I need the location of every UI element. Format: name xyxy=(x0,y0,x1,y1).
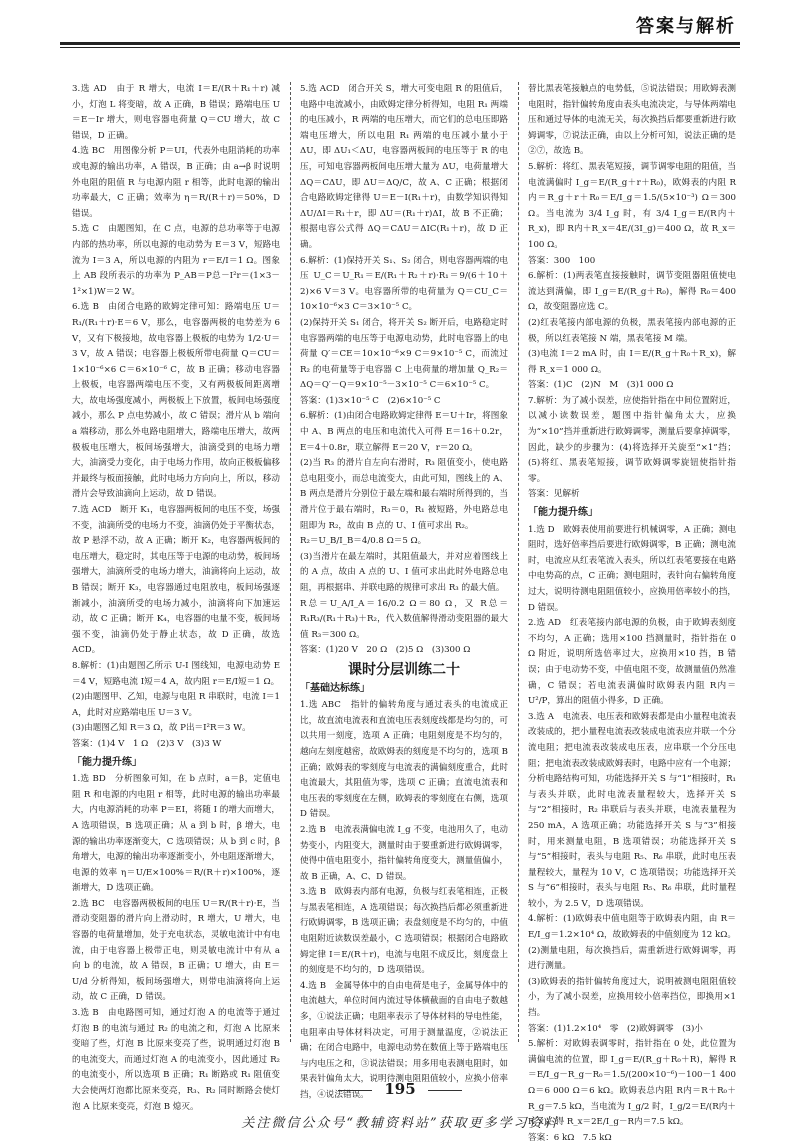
answer-paragraph: 2.选 B 电流表满偏电流 I_g 不变，电池用久了，电动势变小，内阻变大，测量时由于要重新进行欧姆调零，使得中值电阻变小，指针偏转角度变大，测量值偏小，故 B 正确，A、C、D 错误。 xyxy=(300,824,508,882)
answer-paragraph: 答案：(1)1.2×10⁴ 零 (2)欧姆调零 (3)小 xyxy=(528,1023,703,1034)
answer-paragraph: 7.解析：为了减小误差，应使指针指在中间位置附近，以减小读数误差，题图中指针偏角太大，应换为“×10”挡并重新进行欧姆调零，测量后要拿掉调零，因此，缺少的步骤为：(4)将选择开关旋至“×1”挡；(5)将红、黑表笔短接，调节欧姆调零旋钮使指针指零。 xyxy=(528,395,736,484)
answer-paragraph: 3.选 B 由电路图可知，通过灯泡 A 的电流等于通过灯泡 B 的电流与通过 R₂ 的电流之和，灯泡 A 比原来变暗了些，灯泡 B 比原来变亮了些，说明通过灯泡 B 的电流变大，而通过灯泡 A 的电流变小，因此通过 R₂ 的电流变小，所以选项 B 正确；R₁ 断路或 R₁ 阻值变大会使两灯泡都比原来变亮，R₃、R₂ 同时断路会使灯泡 A 比原来变亮，灯泡 B 熄灭。 xyxy=(72,1008,280,1112)
footer-note: 关注微信公众号“教辅资料站”获取更多学习资料 xyxy=(241,1116,559,1131)
page-number-dash xyxy=(338,1090,372,1091)
answer-paragraph: (2)当 R₃ 的滑片自左向右滑时，R₃ 阻值变小，使电路总电阻变小，而总电流变大，由此可知，图线上的 A、B 两点是滑片分别位于最左端和最右端时所得到的，当滑片位于最右端时，R₃＝0，R₁ 被短路，外电路总电阻即为 R₂，故由 B 点的 U、I 值可求出 R₂。 xyxy=(300,458,508,531)
header-rule xyxy=(60,42,740,45)
answer-paragraph: 答案：(1)4 V 1 Ω (2)3 V (3)3 W xyxy=(72,738,222,749)
page-number-value: 195 xyxy=(384,1080,416,1098)
answer-paragraph: 5.选 ACD 闭合开关 S，增大可变电阻 R 的阻值后，电路中电流减小，由欧姆定律分析得知，电阻 R₁ 两端的电压减小，R 两端的电压增大，而它们的总电压即路端电压增大，所以电阻 R₁ 两端的电压减小量小于 ΔU，即 ΔU₁＜ΔU，电容器两板间的电压等于 R 的电压，可知电容器两板间电压增大量为 ΔU，电荷量增大 ΔQ＝CΔU，即 ΔU＝ΔQ/C，故 A、C 正确；根据闭合电路欧姆定律得 U＝E－I(R₁＋r)，由数学知识得知 ΔU/ΔI＝R₁＋r，即 ΔU＝(R₁＋r)ΔI，故 B 不正确；根据电容公式得 ΔQ＝CΔU＝ΔIC(R₁＋r)，故 D 正确。 xyxy=(300,84,508,250)
answer-paragraph: R总＝U_A/I_A＝16/0.2 Ω＝80 Ω，又 R总＝R₁R₃/(R₁＋R₃)＋R₂，代入数值解得滑动变阻器的最大值 R₃＝300 Ω。 xyxy=(300,598,508,640)
answer-paragraph: (3)由题图乙知 R＝3 Ω，故 P出＝I²R＝3 W。 xyxy=(72,723,251,734)
answer-paragraph: 2.选 BC 电容器两极板间的电压 U＝R/(R＋r)·E，当滑动变阻器的滑片向上滑动时，R 增大，U 增大，电容器的电荷量增加，处于充电状态，灵敏电流计中有电流，由于电容器上极带正电，则灵敏电流计中有从 a 向 b 的电流，故 A 错误，B 正确；U 增大，由 E＝U/d 分析得知，板间场强增大，则带电油滴将向上运动，故 C 正确，D 错误。 xyxy=(72,898,280,1003)
answer-paragraph: (2)保持开关 S₁ 闭合，将开关 S₂ 断开后，电路稳定时电容器两端的电压等于电源电动势，此时电容器上的电荷量 Q′＝CE＝10×10⁻⁶×9 C＝9×10⁻⁵ C，而流过 R₂ 的电荷量等于电容器 C 上电荷量的增加量 Q_R₂＝ΔQ＝Q′－Q＝9×10⁻⁵－3×10⁻⁵ C＝6×10⁻⁵ C。 xyxy=(300,317,508,391)
answer-paragraph: 5.解析：将红、黑表笔短接，调节调零电阻的阻值，当电流满偏时 I_g＝E/(R_g＋r＋R₀)，欧姆表的内阻 R内＝R_g＋r＋R₀＝E/I_g＝1.5/(5×10⁻³) Ω＝300 Ω。当电流为 3/4 I_g 时，有 3/4 I_g＝E/(R内＋R_x)，即 R内＋R_x＝4E/(3I_g)＝400 Ω，故 R_x＝100 Ω。 xyxy=(528,161,736,250)
answer-paragraph: 答案：(1)C (2)N M (3)1 000 Ω xyxy=(528,380,674,391)
answer-paragraph: (2)红表笔接内部电源的负极，黑表笔接内部电源的正极，所以红表笔接 N 端，黑表笔接 M 端。 xyxy=(528,317,736,344)
page-number-dash xyxy=(428,1090,462,1091)
column-left xyxy=(72,82,280,1112)
answer-paragraph: 答案：见解析 xyxy=(528,489,580,500)
answer-paragraph: 答案：300 100 xyxy=(528,255,596,266)
answer-paragraph: (3)电流 I＝2 mA 时，由 I＝E/(R_g＋R₀＋R_x)，解得 R_x＝1 000 Ω。 xyxy=(528,349,736,375)
header-rule-thin xyxy=(60,47,740,48)
header-title: 答案与解析 xyxy=(636,16,736,37)
section-heading: 「基础达标练」 xyxy=(300,682,370,694)
lesson-title: 课时分层训练二十 xyxy=(348,661,460,678)
page-number xyxy=(0,1080,800,1098)
page-header xyxy=(0,0,800,58)
answer-paragraph: 4.选 BC 用图像分析 P＝UI，代表外电阻消耗的功率或电源的输出功率，A 错误，B 正确；由 a→β 时说明外电阻的阻值 R 与电源内阻 r 相等，此时电源的输出功率最大，C 正确；效率为 η＝R/(R＋r)＝50%，D 错误。 xyxy=(72,146,280,219)
answer-paragraph: 1.选 D 欧姆表使用前要进行机械调零，A 正确；测电阻时，选好倍率挡后要进行欧姆调零，B 正确；测电流时，电流应从红表笔流入表头，所以红表笔要接在电路中电势高的点，C 正确；测电阻时，表针向右偏转角度过大，说明待测电阻阻值较小，应换用倍率较小的挡，D 错误。 xyxy=(528,524,736,613)
answer-paragraph: 4.解析：(1)欧姆表中值电阻等于欧姆表内阻，由 R＝E/I_g＝1.2×10⁴ Ω，故欧姆表的中值刻度为 12 kΩ。 xyxy=(528,914,736,941)
section-heading: 「能力提升练」 xyxy=(528,507,598,519)
answer-paragraph: 8.解析：(1)由题图乙所示 U-I 图线知，电源电动势 E＝4 V，短路电流 I短＝4 A，故内阻 r＝E/I短＝1 Ω。 xyxy=(72,660,280,687)
column-right xyxy=(528,82,736,1143)
answer-paragraph: R₂＝U_B/I_B＝4/0.8 Ω＝5 Ω。 xyxy=(300,536,427,547)
answer-paragraph: (3)欧姆表的指针偏转角度过大，说明被测电阻阻值较小，为了减小误差，应换用较小倍率挡位，即换用×1 挡。 xyxy=(528,976,736,1019)
answer-paragraph: 答案：(1)3×10⁻⁵ C (2)6×10⁻⁵ C xyxy=(300,395,441,406)
column-divider xyxy=(518,82,519,1042)
answer-paragraph: 3.选 AD 由于 R 增大，电流 I＝E/(R＋R₁＋r) 减小，灯泡 L 将变暗，故 A 正确，B 错误；路端电压 U＝E－Ir 增大，则电容器电荷量 Q＝CU 增大，故 C 错误，D 正确。 xyxy=(72,84,280,141)
answer-paragraph: 2.选 AD 红表笔接内部电源的负极，由于欧姆表刻度不均匀，A 正确；选用×100 挡测量时，指针指在 0 Ω 附近，说明所选倍率过大，应换用×10 挡，B 错误；由于电动势不变，中值电阻不变，故测量值仍然准确，C 错误；若电流表满偏时欧姆表内阻 R内＝U²/P，算出的阻值小得多，D 正确。 xyxy=(528,618,736,707)
answer-paragraph: 6.解析：(1)两表笔直接接触时，调节变阻器阻值使电流达到满偏，即 I_g＝E/(R_g＋R₀)，解得 R₀＝400 Ω，故变阻器应选 C。 xyxy=(528,271,736,313)
answer-paragraph: 答案：6 kΩ 7.5 kΩ xyxy=(528,1132,612,1143)
answer-paragraph: 替比黑表笔接触点的电势低，⑤说法错误；用欧姆表测电阻时，指针偏转角度由表头电流决定，与导体两端电压和通过导体的电流无关，每次换挡后都要重新进行欧姆调零，⑦说法正确，由以上分析可知，说法正确的是②⑦，故选 B。 xyxy=(528,84,736,157)
answer-paragraph: 7.选 ACD 断开 K₁，电容器两板间的电压不变，场强不变，油滴所受的电场力不变，油滴仍处于平衡状态，故 P 悬浮不动，故 A 正确；断开 K₂，电容器两板间的电压增大，稳定时，其电压等于电源的电动势，板间场强增大，油滴所受的电场力增大，油滴将向上运动，故 B 错误；断开 K₃，电容器通过电阻放电，板间场强逐渐减小，油滴所受的电场力减小，油滴将向下加速运动，故 C 正确；断开 K₄，电容器的电量不变，板间场强不变，油滴仍处于静止状态，故 D 正确，故选 ACD。 xyxy=(72,505,280,656)
answer-paragraph: 5.选 C 由题图知，在 C 点，电源的总功率等于电源内部的热功率，所以电源的电动势为 E＝3 V，短路电流为 I＝3 A，所以电源的内阻为 r＝E/I＝1 Ω。图象上 AB 段所表示的功率为 P_AB＝P总－I²r＝(1×3－1²×1)W＝2 W。 xyxy=(72,224,280,297)
answer-paragraph: (3)当滑片在最左端时，其阻值最大，并对应着图线上的 A 点，故由 A 点的 U、I 值可求出此时外电路总电阻，再根据串、并联电路的规律可求出 R₃ 的最大值。 xyxy=(300,551,508,593)
answer-paragraph: 1.选 ABC 指针的偏转角度与通过表头的电流成正比，故直流电流表和直流电压表刻度线都是均匀的，可以共用一刻度，选项 A 正确；电阻刻度是不均匀的，越向左刻度越密，故欧姆表的刻度是不均匀的，选项 B 正确；欧姆表的零刻度与电流表的满偏刻度重合，此时电流最大，其阻值为零，选项 C 正确；直流电流表和电压表的零刻度在左侧，欧姆表的零刻度在右侧，选项 D 错误。 xyxy=(300,700,508,820)
answer-paragraph: 3.选 B 欧姆表内部有电源，负极与红表笔相连，正极与黑表笔相连，A 选项错误；每次换挡后都必须重新进行欧姆调零，B 选项正确；表盘刻度是不均匀的，中值电阻附近读数误差最小，C 选项错误；根据闭合电路欧姆定律 I＝E/(R＋r)，电流与电阻不成反比，刻度盘上的刻度是不均匀的，D 选项错误。 xyxy=(300,887,508,976)
column-divider xyxy=(290,82,291,1042)
answer-paragraph: (2)由题图甲、乙知，电源与电阻 R 串联时，电流 I＝1 A，此时对应路端电压 U＝3 V。 xyxy=(72,692,280,718)
answer-paragraph: 5.解析：对欧姆表调零时，指针指在 0 处，此位置为满偏电流的位置，即 I_g＝E/(R_g＋R₀＋R)，解得 R＝E/I_g－R_g－R₀＝1.5/(200×10⁻⁶)－100－1 400 Ω＝6 000 Ω＝6 kΩ。欧姆表总内阻 R内＝R＋R₀＋R_g＝7.5 kΩ，当电流为 I_g/2 时，I_g/2＝E/(R内＋R_x)，得 R_x＝2E/I_g－R内＝7.5 kΩ。 xyxy=(528,1039,736,1128)
answer-paragraph: 答案：(1)20 V 20 Ω (2)5 Ω (3)300 Ω xyxy=(300,645,471,656)
answer-paragraph: 4.选 B 金属导体中的自由电荷是电子，金属导体中的电流越大，单位时间内流过导体横截面的自由电子数越多，①说法正确；电阻率表示了导体材料的导电性能，电阻率由导体材料决定，可用于测量温度，②说法正确；在闭合电路中，电源电动势在数值上等于路端电压与内电压之和，③说法错误；用多用电表测电阻时，如果表针偏角太大，说明待测电阻阻值较小，应换小倍率挡，④说法错误。 xyxy=(300,980,508,1100)
answer-paragraph: (2)测量电阻，每次换挡后，需重新进行欧姆调零，再进行测量。 xyxy=(528,945,736,972)
answer-paragraph: 6.选 B 由闭合电路的欧姆定律可知：路端电压 U＝R₁/(R₁＋r)·E＝6 V，那么，电容器两极的电势差为 6 V，又有下极接地，故电容器上极板的电势为 1/2·U＝3 V，故 A 错误；电容器上极板所带电荷量 Q＝CU＝1×10⁻⁶×6 C＝6×10⁻⁶ C，故 B 正确；移动电容器上极板，电容器两端电压不变，又有两极板间距离增大，故电场强度减小，两极板上下放置，板间电场强度减小，那么 P 点电势减小，故 C 错误；滑片从 b 端向 a 端移动，那么外电路电阻增大，路端电压增大，故两极板电压增大，板间场强增大，油滴受到的电场力增大，油滴受力变化，由于电场力作用，故向正极板偏移并最终与板面接触，此时电场力方向向上，所以，移动滑片会导致油滴向上运动，故 D 错误。 xyxy=(72,302,280,500)
answer-paragraph: 3.选 A 电流表、电压表和欧姆表都是由小量程电流表改装成的，把小量程电流表改装成电流表应并联一个分流电阻；把电流表改装成电压表，应串联一个分压电阻；把电流表改装成欧姆表时，电路中应有一个电源；分析电路结构可知，功能选择开关 S 与“1”相接时，R₁ 与表头并联，此时电流表量程较大，选择开关 S 与“2”相接时，R₂ 串联后与表头并联，电流表量程为 250 mA，A 选项正确；功能选择开关 S 与“3”相接时，用来测量电阻，B 选项错误；功能选择开关 S 与“5”相接时，表头与电阻 R₅、R₆ 串联，此时电压表量程较大，量程为 10 V，C 选项错误；功能选择开关 S 与“6”相接时，表头与电阻 R₅、R₆ 串联，此时量程较小，为 2.5 V，D 选项错误。 xyxy=(528,711,736,909)
answer-paragraph: 1.选 BD 分析图象可知，在 b 点时，a＝β，定值电阻 R 和电源的内电阻 r 相等，此时电源的输出功率最大，内电源消耗的功率 P＝EI，将随 I 的增大而增大，A 选项错误，B 选项正确；从 a 到 b 时，β 增大，电源的输出功率逐渐变大，C 选项错误；从 b 到 c 时，β 角增大，电源的输出功率逐渐变小，外电阻逐渐增大，电源的效率 η＝U/E×100%＝R/(R＋r)×100%，逐渐增大，D 选项正确。 xyxy=(72,774,280,894)
answer-paragraph: 6.解析：(1)保持开关 S₁、S₂ 闭合，则电容器两端的电压 U_C＝U_R₁＝E/(R₁＋R₂＋r)·R₁＝9/(6＋10＋2)×6 V＝3 V。电容器所带的电荷量为 Q＝CU_C＝10×10⁻⁶×3 C＝3×10⁻⁵ C。 xyxy=(300,255,508,313)
answer-paragraph: 6.解析：(1)由闭合电路欧姆定律得 E＝U＋Ir，将图象中 A、B 两点的电压和电流代入可得 E＝16＋0.2r，E＝4＋0.8r，联立解得 E＝20 V，r＝20 Ω。 xyxy=(300,411,508,453)
section-heading: 「能力提升练」 xyxy=(72,756,142,768)
